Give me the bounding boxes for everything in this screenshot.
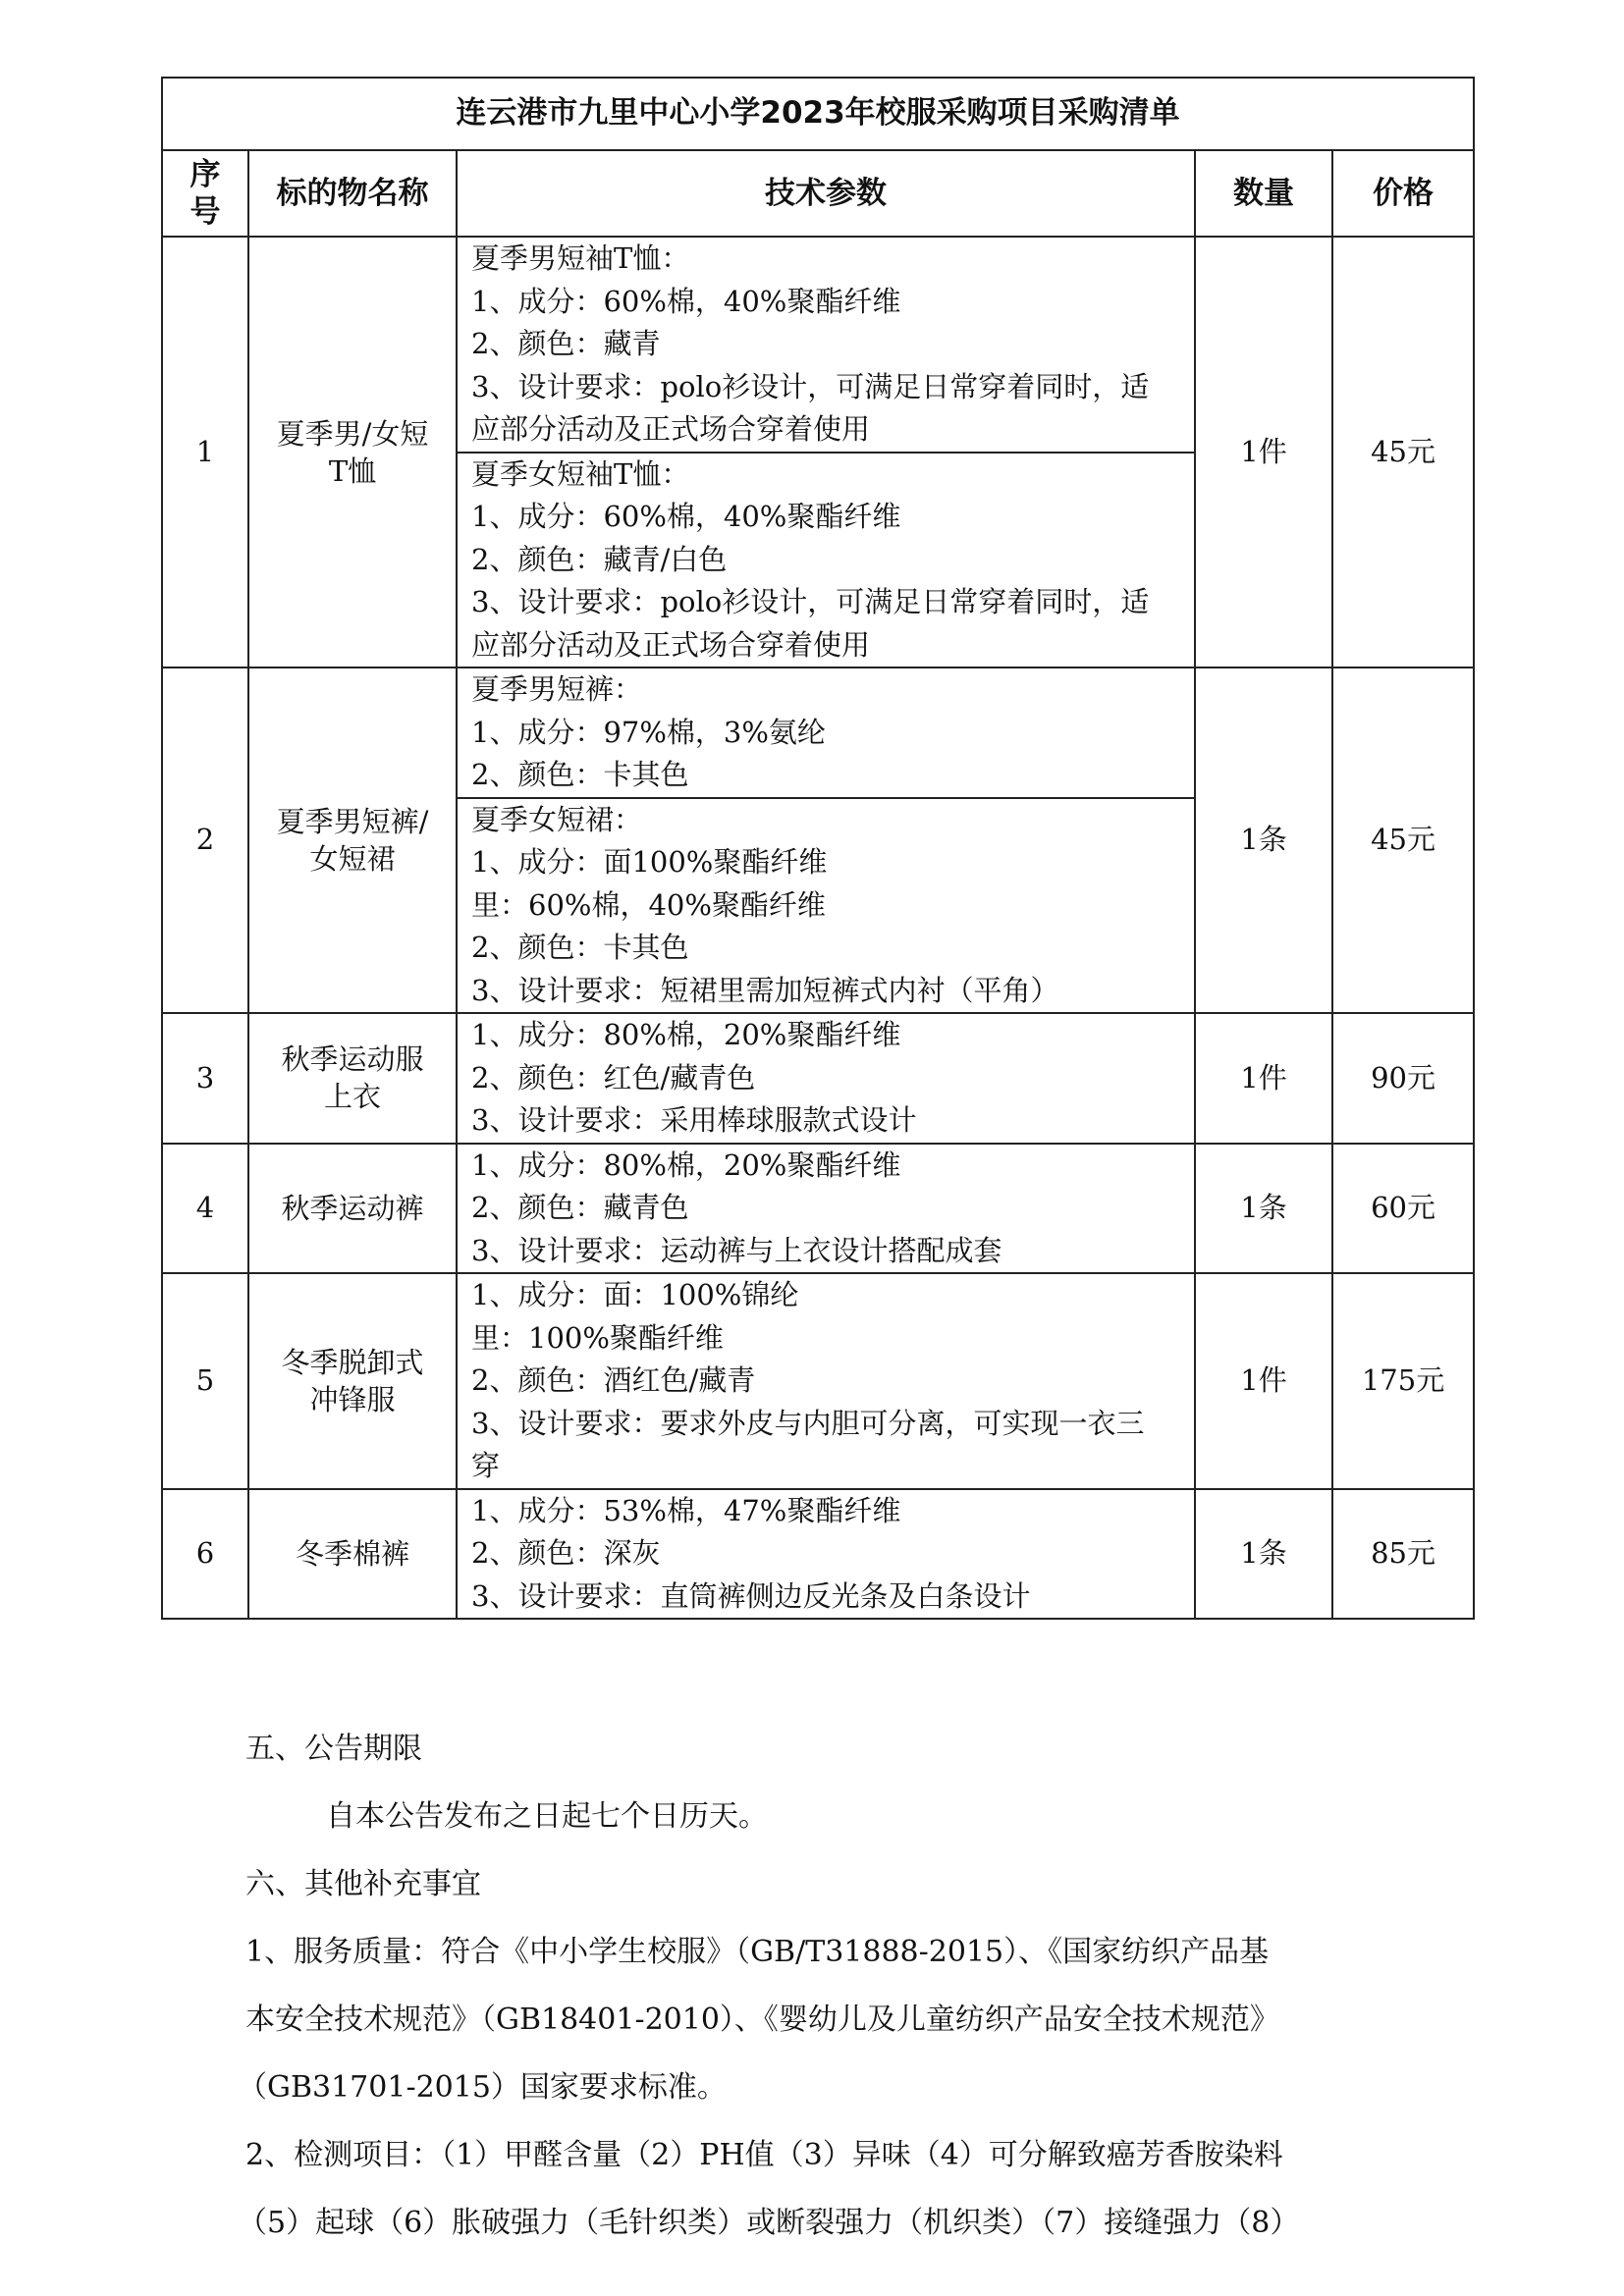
spec-line: 3、设计要求：要求外皮与内胆可分离，可实现一衣三 — [471, 1406, 1145, 1440]
cell-seq: 6 — [162, 1489, 248, 1620]
spec-line: 穿 — [471, 1449, 501, 1482]
spec-block — [458, 1014, 1194, 1143]
table-title-row — [162, 78, 1474, 150]
cell-price: 45元 — [1332, 237, 1474, 667]
header-name: 标的物名称 — [248, 150, 457, 237]
cell-item-name — [248, 1144, 457, 1274]
table-header-row — [162, 150, 1474, 237]
spec-line: 2、颜色：深灰 — [471, 1536, 661, 1570]
spec-block — [458, 1274, 1194, 1488]
cell-qty: 1件 — [1195, 1273, 1332, 1489]
spec-block — [458, 797, 1194, 1013]
header-price: 价格 — [1332, 150, 1474, 237]
cell-seq: 1 — [162, 237, 248, 667]
cell-spec — [457, 237, 1195, 667]
cell-item-name — [248, 1489, 457, 1620]
cell-qty: 1条 — [1195, 1489, 1332, 1620]
spec-line: 1、成分：60%棉，40%聚酯纤维 — [471, 284, 901, 318]
cell-item-name — [248, 237, 457, 667]
spec-block — [458, 1490, 1194, 1619]
spec-line: 3、设计要求：polo衫设计，可满足日常穿着同时，适 — [471, 585, 1150, 618]
cell-seq: 5 — [162, 1273, 248, 1489]
cell-spec — [457, 1489, 1195, 1620]
spec-line: 里：100%聚酯纤维 — [471, 1320, 724, 1355]
item-name-line: 冬季脱卸式 — [281, 1345, 424, 1379]
item2-line1: 2、检测项目：（1）甲醛含量（2）PH值（3）异味（4）可分解致癌芳香胺染料 — [245, 2138, 1283, 2172]
item-name-line: 冬季棉裤 — [295, 1536, 409, 1571]
table-row — [162, 1273, 1474, 1489]
cell-item-name — [248, 1013, 457, 1144]
spec-block — [458, 238, 1194, 452]
item1-line1: 1、服务质量：符合《中小学生校服》（GB/T31888-2015）、《国家纺织产品基 — [245, 1935, 1270, 1969]
item-name-line: 冲锋服 — [309, 1382, 396, 1416]
cell-item-name — [248, 667, 457, 1013]
cell-qty: 1件 — [1195, 237, 1332, 667]
cell-qty: 1条 — [1195, 667, 1332, 1013]
spec-line: 2、颜色：卡其色 — [471, 931, 689, 964]
table-title: 连云港市九里中心小学2023年校服采购项目采购清单 — [162, 78, 1474, 150]
cell-qty: 1件 — [1195, 1013, 1332, 1144]
spec-line: 2、颜色：藏青 — [471, 327, 661, 360]
spec-line: 3、设计要求：运动裤与上衣设计搭配成套 — [471, 1233, 1002, 1267]
spec-block — [458, 1145, 1194, 1273]
table-body — [162, 237, 1474, 1619]
item-name-line: T恤 — [328, 454, 377, 488]
cell-price: 85元 — [1332, 1489, 1474, 1620]
item-name-line: 上衣 — [323, 1080, 381, 1114]
table-row — [162, 237, 1474, 667]
spec-line: 夏季女短袖T恤： — [471, 456, 690, 491]
table-row — [162, 1489, 1474, 1620]
procurement-table — [161, 77, 1475, 1620]
cell-spec — [457, 667, 1195, 1013]
cell-price: 90元 — [1332, 1013, 1474, 1144]
header-seq-text — [163, 156, 247, 231]
table-row — [162, 1144, 1474, 1274]
cell-spec — [457, 1273, 1195, 1489]
header-seq-char: 号 — [189, 194, 221, 230]
spec-line: 1、成分：面：100%锦纶 — [471, 1278, 799, 1311]
spec-line: 夏季女短裙： — [471, 802, 643, 836]
spec-line: 1、成分：80%棉，20%聚酯纤维 — [471, 1148, 901, 1182]
spec-line: 1、成分：面100%聚酯纤维 — [471, 845, 828, 879]
spec-line: 3、设计要求：采用棒球服款式设计 — [471, 1103, 917, 1137]
table-row — [162, 1013, 1474, 1144]
header-seq — [162, 150, 248, 237]
cell-spec — [457, 1013, 1195, 1144]
spec-line: 3、设计要求：polo衫设计，可满足日常穿着同时，适 — [471, 369, 1150, 403]
cell-seq: 3 — [162, 1013, 248, 1144]
item-name-line: 秋季运动裤 — [281, 1191, 424, 1225]
spec-line: 应部分活动及正式场合穿着使用 — [471, 627, 871, 662]
section5-text: 自本公告发布之日起七个日历天。 — [326, 1799, 768, 1834]
spec-line: 2、颜色：红色/藏青色 — [471, 1060, 756, 1095]
section6-title: 六、其他补充事宜 — [245, 1867, 481, 1901]
spec-block — [458, 668, 1194, 797]
cell-seq: 2 — [162, 667, 248, 1013]
spec-line: 1、成分：53%棉，47%聚酯纤维 — [471, 1493, 901, 1527]
spec-line: 夏季男短袖T恤： — [471, 241, 690, 275]
header-spec: 技术参数 — [457, 150, 1195, 237]
header-seq-char: 序 — [189, 157, 221, 192]
item-name-line: 夏季男短裤/ — [276, 805, 429, 838]
spec-line: 1、成分：97%棉，3%氨纶 — [471, 715, 826, 749]
spec-line: 2、颜色：藏青/白色 — [471, 542, 728, 576]
spec-block — [458, 452, 1194, 667]
spec-line: 1、成分：60%棉，40%聚酯纤维 — [471, 500, 901, 533]
item-name-line: 女短裙 — [309, 842, 396, 876]
table-row — [162, 667, 1474, 1013]
item-name-line: 夏季男/女短 — [276, 416, 429, 451]
section5-title: 五、公告期限 — [245, 1732, 422, 1766]
spec-line: 3、设计要求：直筒裤侧边反光条及白条设计 — [471, 1578, 1031, 1613]
spec-line: 3、设计要求：短裙里需加短裤式内衬（平角） — [471, 973, 1059, 1007]
spec-line: 2、颜色：藏青色 — [471, 1191, 689, 1224]
cell-price: 45元 — [1332, 667, 1474, 1013]
spec-line: 夏季男短裤： — [471, 672, 643, 706]
item1-line3: （GB31701-2015）国家要求标准。 — [238, 2070, 727, 2105]
spec-line: 1、成分：80%棉，20%聚酯纤维 — [471, 1018, 901, 1051]
spec-line: 里：60%棉，40%聚酯纤维 — [471, 887, 826, 922]
cell-item-name — [248, 1273, 457, 1489]
cell-spec — [457, 1144, 1195, 1274]
cell-price: 175元 — [1332, 1273, 1474, 1489]
cell-price: 60元 — [1332, 1144, 1474, 1274]
item-name-line: 秋季运动服 — [281, 1042, 424, 1077]
spec-line: 2、颜色：酒红色/藏青 — [471, 1363, 756, 1397]
cell-qty: 1条 — [1195, 1144, 1332, 1274]
item2-line2: （5）起球（6）胀破强力（毛针织类）或断裂强力（机织类）（7）接缝强力（8） — [238, 2206, 1300, 2240]
spec-line: 应部分活动及正式场合穿着使用 — [471, 412, 871, 446]
cell-seq: 4 — [162, 1144, 248, 1274]
header-qty: 数量 — [1195, 150, 1332, 237]
spec-line: 2、颜色：卡其色 — [471, 758, 689, 791]
item1-line2: 本安全技术规范》（GB18401-2010）、《婴幼儿及儿童纺织产品安全技术规范》 — [245, 2002, 1279, 2037]
